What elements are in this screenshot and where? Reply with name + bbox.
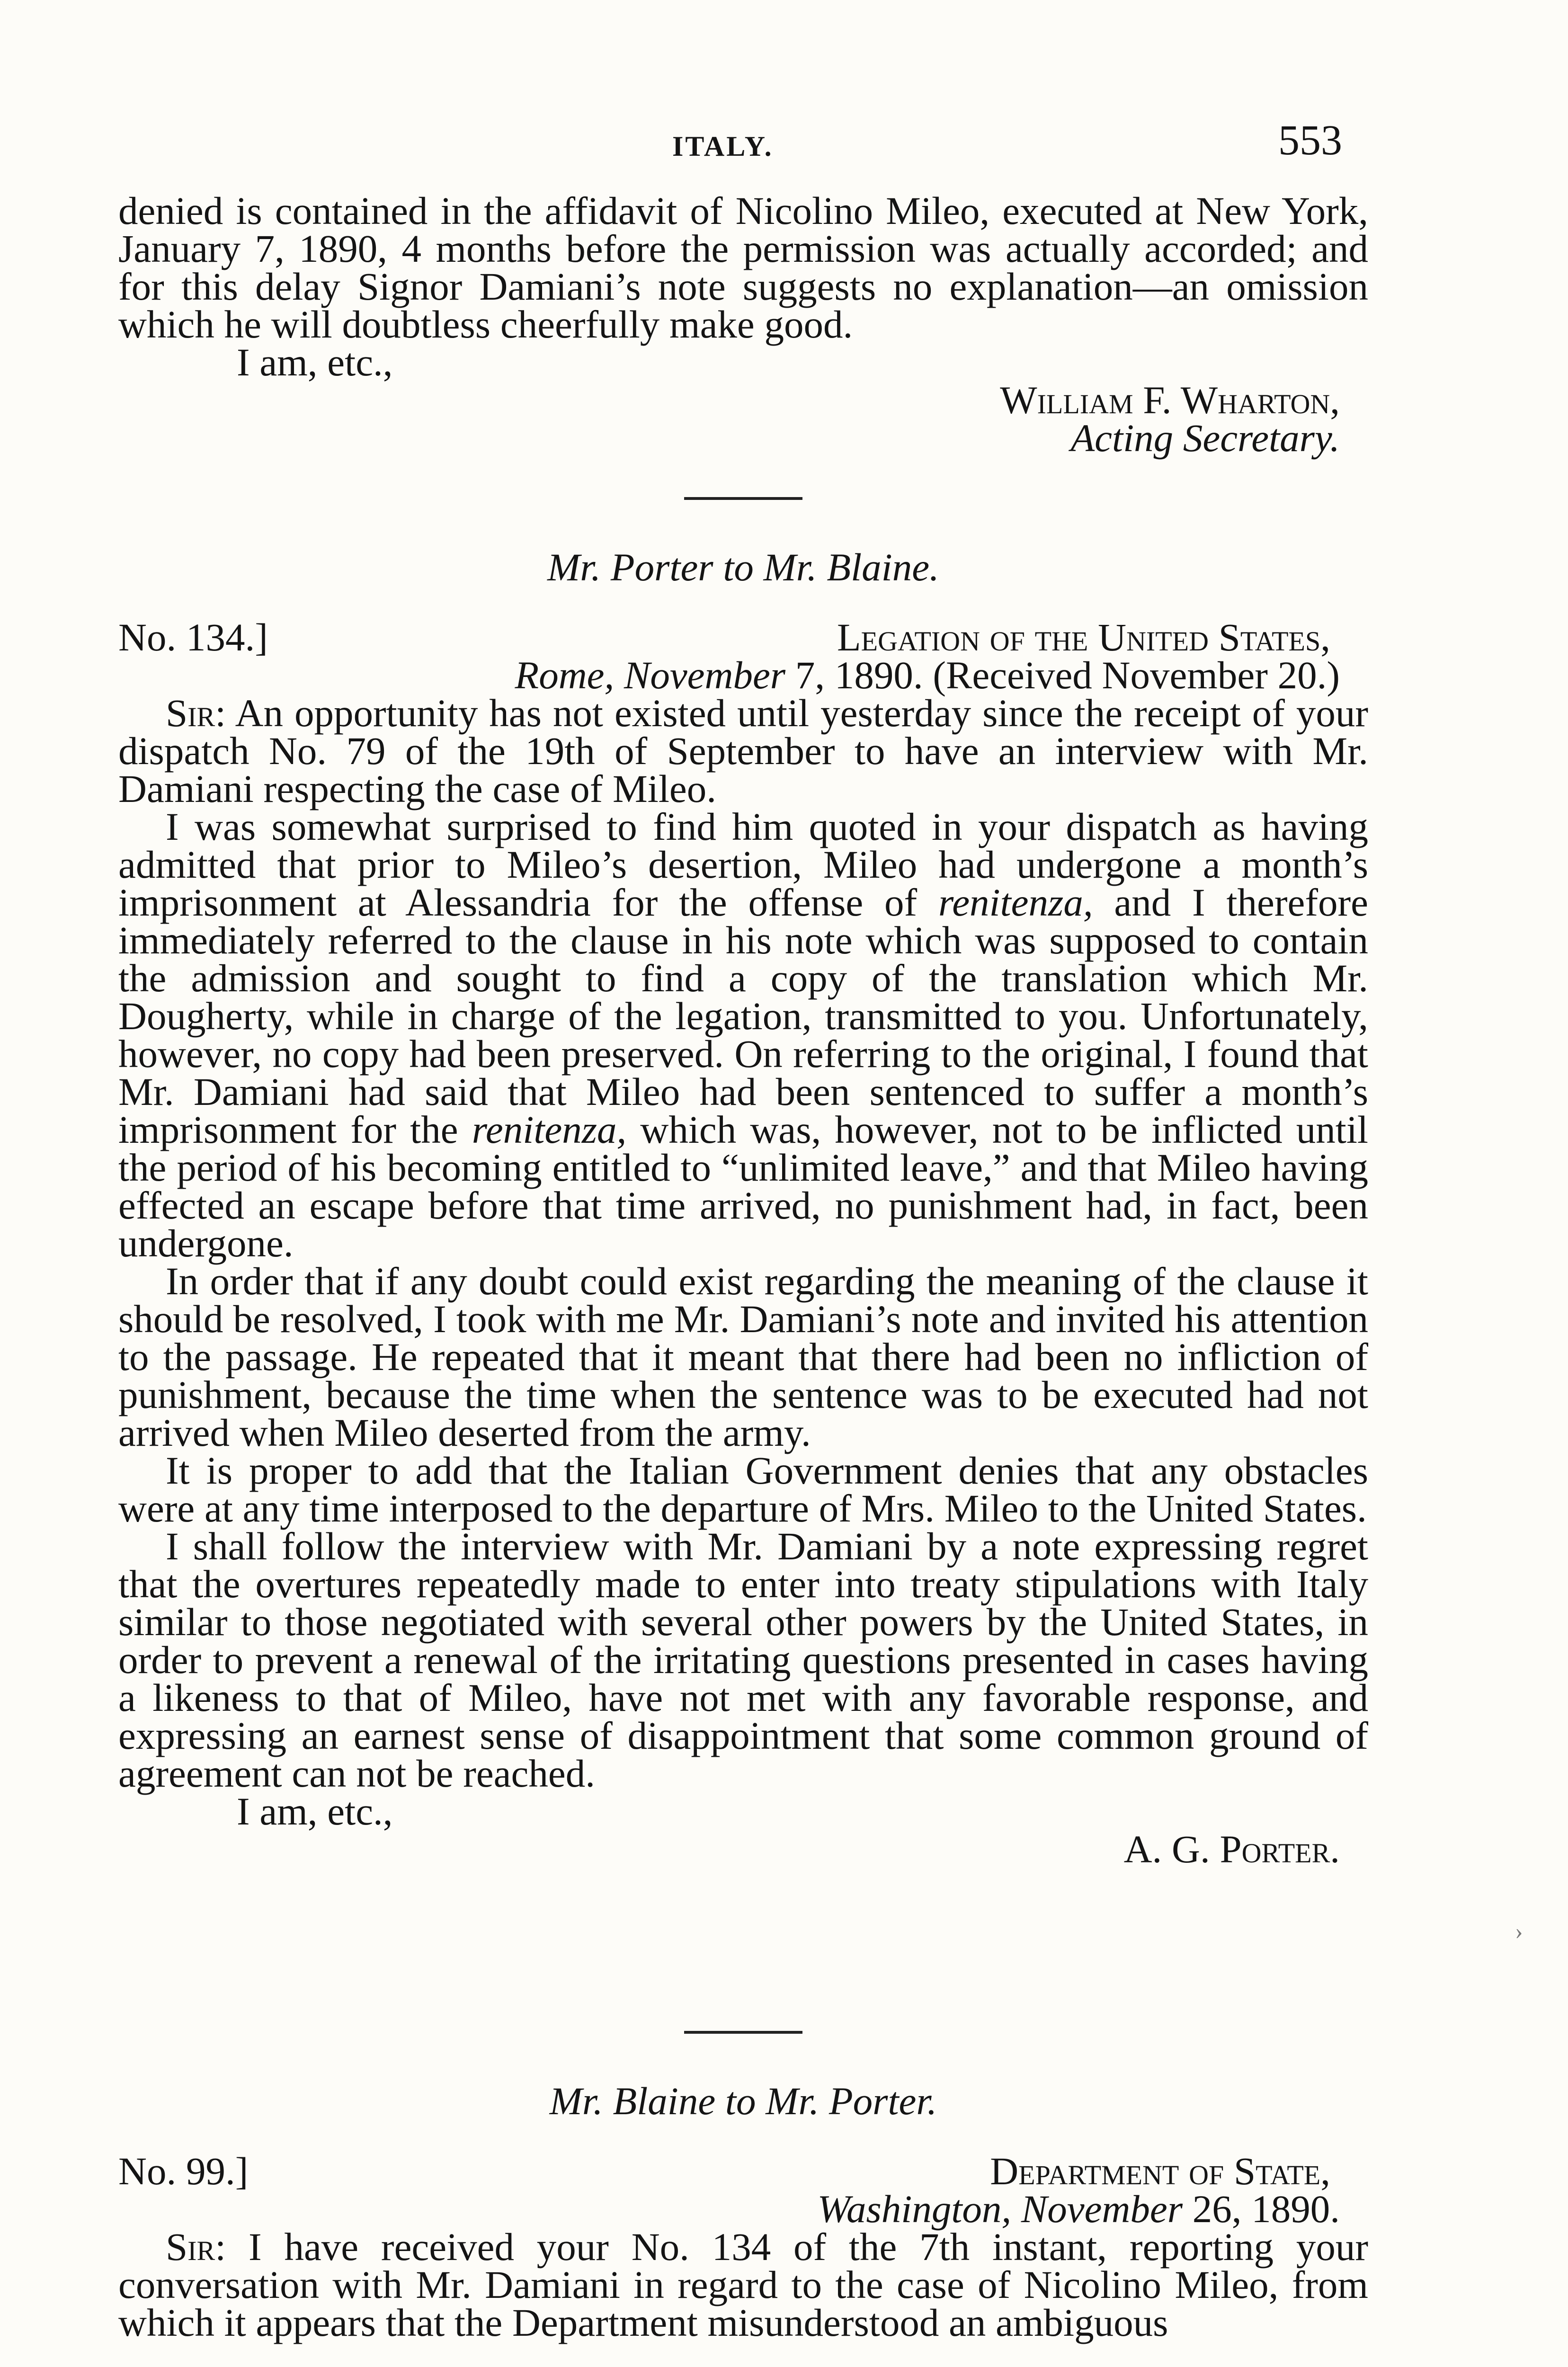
- paragraph-2-part-c: which was, however, not to be inflicted until the period of his becoming entitled to “unlimited leave,” and that Mileo having effected an escape before that time arrived, no punishment had, in fact, been undergone.: [118, 1108, 1368, 1265]
- letter-1-continuation: [118, 189, 1368, 460]
- paragraph-3: In order that if any doubt could exist regarding the meaning of the clause it should be resolved, I took with me Mr. Damiani’s note and invited his attention to the passage. He repeated that it meant that there had been no infliction of punishment, because the time when the sentence was to be executed had not arrived when Mileo deserted from the army.: [118, 1259, 1368, 1454]
- letter-heading: Mr. Blaine to Mr. Porter.: [549, 2079, 937, 2123]
- dispatch-number: No. 99.]: [118, 2149, 249, 2193]
- dispatch-number: No. 134.]: [118, 615, 268, 659]
- signer-name: William F. Wharton,: [1000, 378, 1340, 422]
- signer-title: Acting Secretary.: [1070, 416, 1340, 460]
- separator-rule-2: [118, 2031, 1368, 2034]
- paragraph-2: [118, 805, 1368, 1265]
- closing-line: I am, etc.,: [237, 1789, 393, 1833]
- italic-term: renitenza,: [938, 881, 1093, 924]
- dateline: [118, 615, 1368, 697]
- letter-2: [118, 544, 1368, 1871]
- closing-line: I am, etc.,: [237, 340, 393, 384]
- date-rest: 26, 1890.: [1183, 2187, 1340, 2231]
- salutation: Sir:: [166, 691, 226, 735]
- signature-name: [118, 378, 1368, 422]
- paragraph-2-part-a: I was somewhat surprised to find him quoted in your dispatch as having admitted that prior to Mileo’s desertion, Mileo had undergone a month’s imprisonment at Alessandria for the offense of: [118, 805, 1368, 924]
- date-rest: 7, 1890. (Received November 20.): [785, 653, 1340, 697]
- sender-place: Legation of the United States,: [837, 615, 1330, 659]
- continued-paragraph: denied is contained in the affidavit of Nicolino Mileo, executed at New York, January 7, 1890, 4 months before the permission was actually accorded; and for this delay Signor Damiani’s note suggests no explanation—an omission which he will doubtless cheerfully make good.: [118, 189, 1368, 346]
- separator-rule: [684, 497, 802, 500]
- paragraph-1-text: I have received your No. 134 of the 7th instant, reporting your conversation with Mr. Damiani in regard to the case of Nicolino Mileo, from which it appears that the Department misunderstood an ambiguous: [118, 2225, 1368, 2344]
- dispatch-date: [515, 653, 1340, 697]
- dateline: [118, 2149, 1368, 2231]
- paragraph-2-part-b: and I therefore immediately referred to the clause in his note which was supposed to contain the admission and sought to find a copy of the translation which Mr. Dougherty, while in charge of the legation, transmitted to you. Unfortunately, however, no copy had been preserved. On referring to the original, I found that Mr. Damiani had said that Mileo had been sentenced to suffer a month’s imprisonment for the: [118, 881, 1368, 1151]
- date-city: Rome, November: [515, 653, 786, 697]
- paragraph-5: I shall follow the interview with Mr. Damiani by a note expressing regret that the overtures repeatedly made to enter into treaty stipulations with Italy similar to those negotiated with several other powers by the United States, in order to prevent a renewal of the irritating questions presented in cases having a likeness to that of Mileo, have not met with any favorable response, and expressing an earnest sense of disappointment that some common ground of agreement can not be reached.: [118, 1524, 1368, 1795]
- letter-3: [118, 2078, 1368, 2344]
- page-header: [0, 111, 1568, 168]
- paragraph-1-text: An opportunity has not existed until yesterday since the receipt of your dispatch No. 79 of the 19th of September to have an interview with Mr. Damiani respecting the case of Mileo.: [118, 691, 1368, 810]
- paragraph-1: [118, 691, 1368, 810]
- italic-term: renitenza,: [472, 1108, 627, 1151]
- separator-rule: [684, 2031, 802, 2034]
- sender-place: Department of State,: [990, 2149, 1330, 2193]
- margin-mark: ›: [1515, 1918, 1523, 1944]
- date-city: Washington, November: [817, 2187, 1183, 2231]
- page-number: 553: [1278, 117, 1342, 164]
- signature-name: [118, 1827, 1368, 1871]
- paragraph-1: [118, 2225, 1368, 2344]
- signer-name: A. G. Porter.: [1123, 1827, 1340, 1871]
- letter-heading: Mr. Porter to Mr. Blaine.: [547, 545, 939, 589]
- paragraph-4: It is proper to add that the Italian Government denies that any obstacles were at any time interposed to the departure of Mrs. Mileo to the United States.: [118, 1449, 1368, 1530]
- running-head: ITALY.: [672, 131, 774, 162]
- dispatch-date: [817, 2187, 1340, 2231]
- salutation: Sir:: [166, 2225, 226, 2269]
- separator-rule-1: [118, 497, 1368, 500]
